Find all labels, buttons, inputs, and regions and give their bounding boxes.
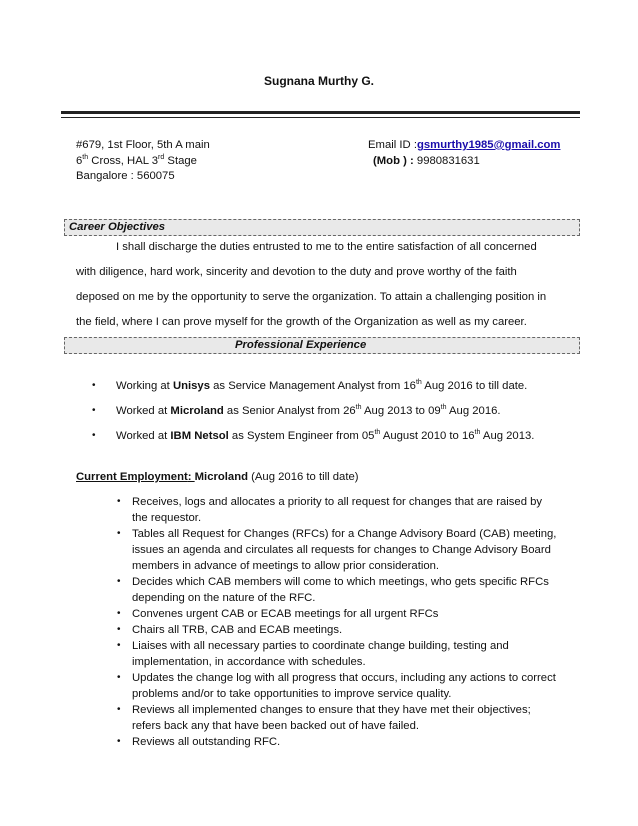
objective-line: with diligence, hard work, sincerity and devotion to the duty and prove worthy of the faith [76,266,517,278]
duty-line: Receives, logs and allocates a priority to all request for changes that are raised by [132,496,543,508]
bullet-icon: • [117,736,121,747]
bullet-icon: • [117,624,121,635]
duty-line: Convenes urgent CAB or ECAB meetings for all urgent RFCs [132,608,439,620]
bullet-icon: • [117,496,121,507]
career-objectives-heading-box [64,219,580,236]
duty-line: Reviews all implemented changes to ensure that they have met their objectives; [132,704,531,716]
bullet-icon: • [92,405,96,416]
duty-line: Tables all Request for Changes (RFCs) for a Change Advisory Board (CAB) meeting, [132,528,557,540]
duty-line: problems and/or to take opportunities to improve service quality. [132,688,452,700]
current-employment-heading: Current Employment: Microland (Aug 2016 to till date) [76,471,359,483]
mobile-line: (Mob ) : 9980831631 [373,155,480,167]
duty-line: issues an agenda and circulates all requests for changes to Change Advisory Board [132,544,551,556]
bullet-icon: • [117,640,121,651]
duty-line: refers back any that have been backed out of have failed. [132,720,420,732]
address-line-3: Bangalore : 560075 [76,170,175,182]
professional-experience-heading-box [64,337,580,354]
professional-experience-heading: Professional Experience [235,339,367,351]
bullet-icon: • [117,576,121,587]
objective-line: I shall discharge the duties entrusted to me to the entire satisfaction of all concerned [116,241,537,253]
email-line: Email ID :gsmurthy1985@gmail.com [368,139,561,151]
objective-line: the field, where I can prove myself for the growth of the Organization as well as my career. [76,316,527,328]
bullet-icon: • [117,528,121,539]
duty-line: the requestor. [132,512,202,524]
duty-line: Chairs all TRB, CAB and ECAB meetings. [132,624,343,636]
objective-line: deposed on me by the opportunity to serve the organization. To attain a challenging position in [76,291,547,303]
bullet-icon: • [117,704,121,715]
duty-line: Reviews all outstanding RFC. [132,736,281,748]
header-rule-thick [61,111,580,114]
bullet-icon: • [117,608,121,619]
bullet-icon: • [92,380,96,391]
career-objectives-heading: Career Objectives [69,221,166,233]
bullet-icon: • [92,430,96,441]
header-rule-thin [61,117,580,118]
duty-line: Decides which CAB members will come to which meetings, who gets specific RFCs [132,576,549,588]
duty-line: members in advance of meetings to allow prior consideration. [132,560,440,572]
duty-line: Liaises with all necessary parties to coordinate change building, testing and [132,640,509,652]
duty-line: Updates the change log with all progress that occurs, including any actions to correct [132,672,556,684]
bullet-icon: • [117,672,121,683]
email-link[interactable]: gsmurthy1985@gmail.com [416,139,561,151]
duty-line: implementation, in accordance with schedules. [132,656,366,668]
duty-line: depending on the nature of the RFC. [132,592,316,604]
address-line-2: 6th Cross, HAL 3rd Stage [76,154,197,167]
address-line-1: #679, 1st Floor, 5th A main [76,139,210,151]
candidate-name: Sugnana Murthy G. [263,74,374,88]
